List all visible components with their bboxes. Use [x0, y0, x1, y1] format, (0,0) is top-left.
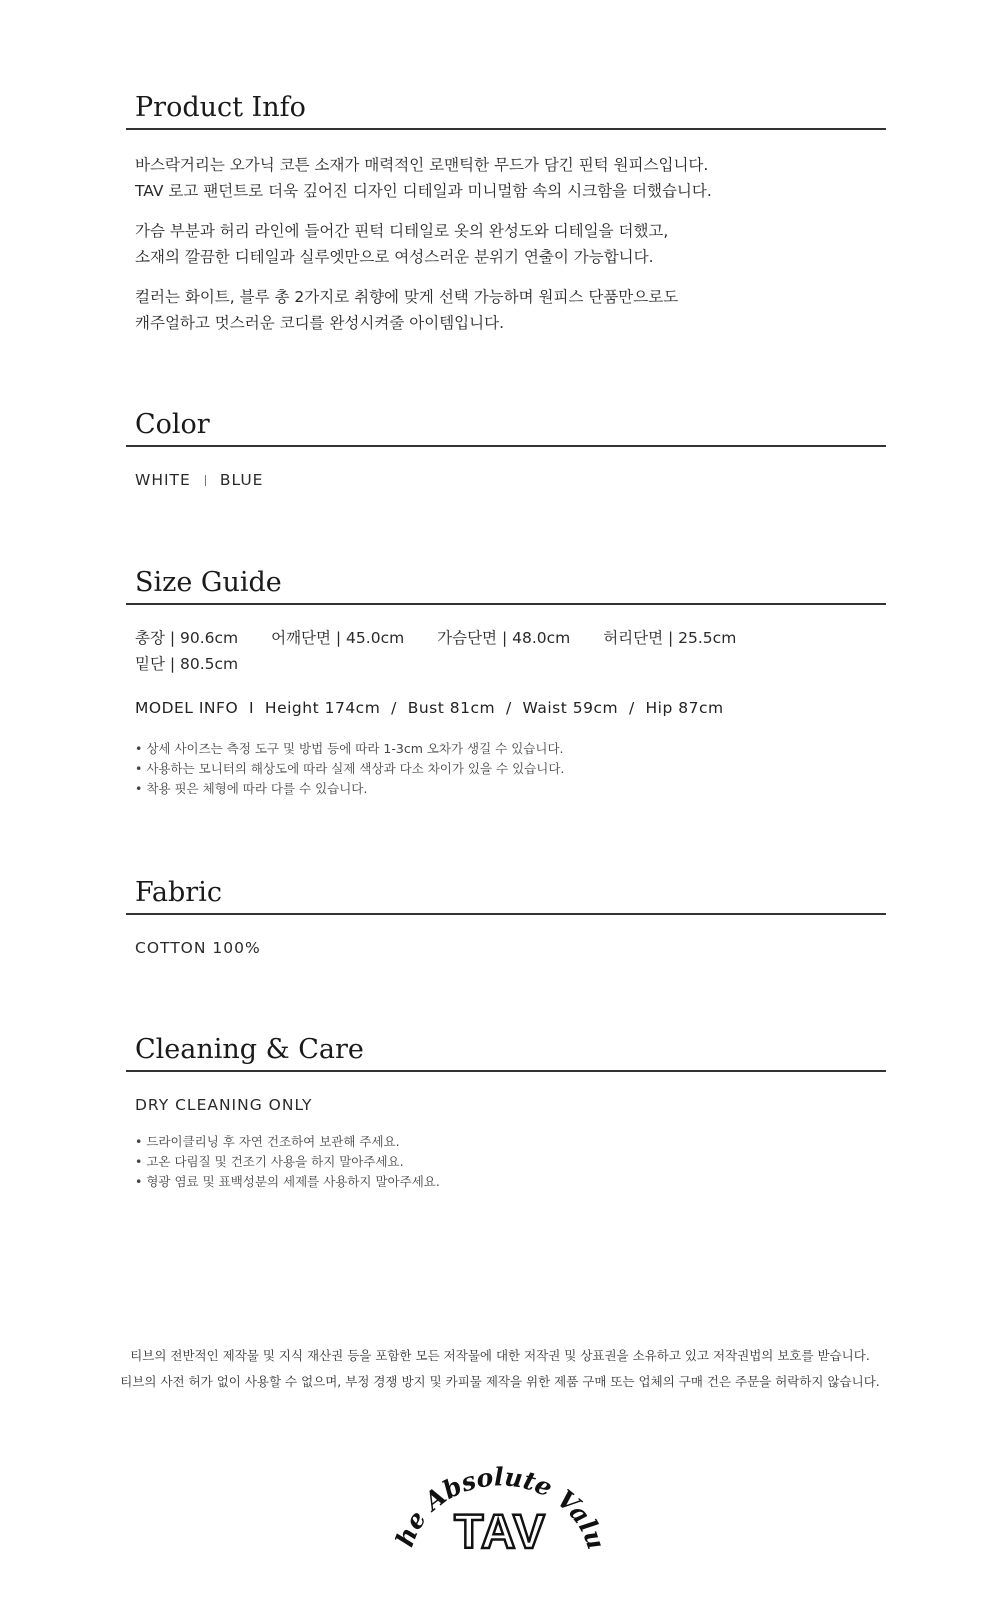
- brand-logo: [395, 1430, 605, 1570]
- cleaning-note: • 드라이클리닝 후 자연 건조하여 보관해 주세요.: [135, 1134, 400, 1149]
- cleaning-note: • 형광 염료 및 표백성분의 세제를 사용하지 말아주세요.: [135, 1174, 440, 1189]
- copyright-line: 티브의 사전 허가 없이 사용할 수 없으며, 부정 경쟁 방지 및 카피물 제작을 위한 제품 구매 또는 업체의 구매 건은 주문을 허락하지 않습니다.: [120, 1374, 880, 1389]
- size-total-length: 총장 | 90.6cm: [135, 629, 239, 647]
- description-line: 가슴 부분과 허리 라인에 들어간 핀턱 디테일로 옷의 완성도와 디테일을 더했고,: [135, 222, 669, 240]
- color-section: [126, 405, 886, 493]
- color-option-white: WHITE: [135, 471, 191, 489]
- cleaning-note: • 고온 다림질 및 건조기 사용을 하지 말아주세요.: [135, 1154, 404, 1169]
- size-notes: [126, 739, 886, 799]
- fabric-section: [126, 873, 886, 961]
- fabric-title: Fabric: [135, 877, 222, 908]
- color-option-blue: BLUE: [219, 471, 264, 489]
- size-waist: 허리단면 | 25.5cm: [603, 629, 737, 647]
- size-row: [135, 651, 886, 677]
- fabric-divider: [126, 913, 886, 915]
- cleaning-care-title: Cleaning & Care: [135, 1034, 364, 1065]
- cleaning-care-section: [126, 1030, 886, 1192]
- model-info: MODEL INFO I Height 174cm / Bust 81cm / Waist 59cm / Hip 87cm: [135, 699, 724, 717]
- cleaning-value: DRY CLEANING ONLY: [135, 1096, 313, 1114]
- brand-logo-wordmark: TAV: [454, 1506, 546, 1559]
- size-row: [135, 625, 886, 651]
- copyright-line: 티브의 전반적인 제작물 및 지식 재산권 등을 포함한 모든 저작물에 대한 저작권 및 상표권을 소유하고 있고 저작권법의 보호를 받습니다.: [130, 1348, 870, 1363]
- size-guide-section: [126, 563, 886, 799]
- fabric-value: COTTON 100%: [135, 939, 261, 957]
- size-note: • 착용 핏은 체형에 따라 다를 수 있습니다.: [135, 781, 368, 796]
- description-paragraph: [135, 284, 886, 336]
- product-info-description: [126, 152, 886, 336]
- description-line: 바스락거리는 오가닉 코튼 소재가 매력적인 로맨틱한 무드가 담긴 핀턱 원피스입니다.: [135, 156, 709, 174]
- color-options: [126, 467, 886, 493]
- cleaning-notes: [126, 1132, 886, 1192]
- color-title: Color: [135, 409, 210, 440]
- description-paragraph: [135, 218, 886, 270]
- product-info-title: Product Info: [135, 92, 306, 123]
- product-info-divider: [126, 128, 886, 130]
- size-note: • 사용하는 모니터의 해상도에 따라 실제 색상과 다소 차이가 있을 수 있습니다.: [135, 761, 565, 776]
- copyright-notice: [0, 1343, 1000, 1395]
- description-paragraph: [135, 152, 886, 204]
- brand-logo-arc-text: e Absolute Val: [399, 1462, 603, 1537]
- color-separator: [205, 475, 206, 486]
- description-line: 소재의 깔끔한 디테일과 실루엣만으로 여성스러운 분위기 연출이 가능합니다.: [135, 248, 654, 266]
- color-divider: [126, 445, 886, 447]
- size-chest: 가슴단면 | 48.0cm: [437, 629, 571, 647]
- brand-logo-graphic: [395, 1430, 605, 1570]
- description-line: 캐주얼하고 멋스러운 코디를 완성시켜줄 아이템입니다.: [135, 314, 505, 332]
- cleaning-care-divider: [126, 1070, 886, 1072]
- description-line: 컬러는 화이트, 블루 총 2가지로 취향에 맞게 선택 가능하며 원피스 단품만으로도: [135, 288, 679, 306]
- size-hem: 밑단 | 80.5cm: [135, 655, 239, 673]
- size-guide-divider: [126, 603, 886, 605]
- size-measurements: [126, 625, 886, 677]
- product-info-section: [126, 88, 886, 336]
- size-guide-title: Size Guide: [135, 567, 282, 598]
- description-line: TAV 로고 팬던트로 더욱 깊어진 디자인 디테일과 미니멀함 속의 시크함을 더했습니다.: [135, 182, 712, 200]
- size-note: • 상세 사이즈는 측정 도구 및 방법 등에 따라 1-3cm 오차가 생길 수 있습니다.: [135, 741, 564, 756]
- size-shoulder: 어깨단면 | 45.0cm: [271, 629, 405, 647]
